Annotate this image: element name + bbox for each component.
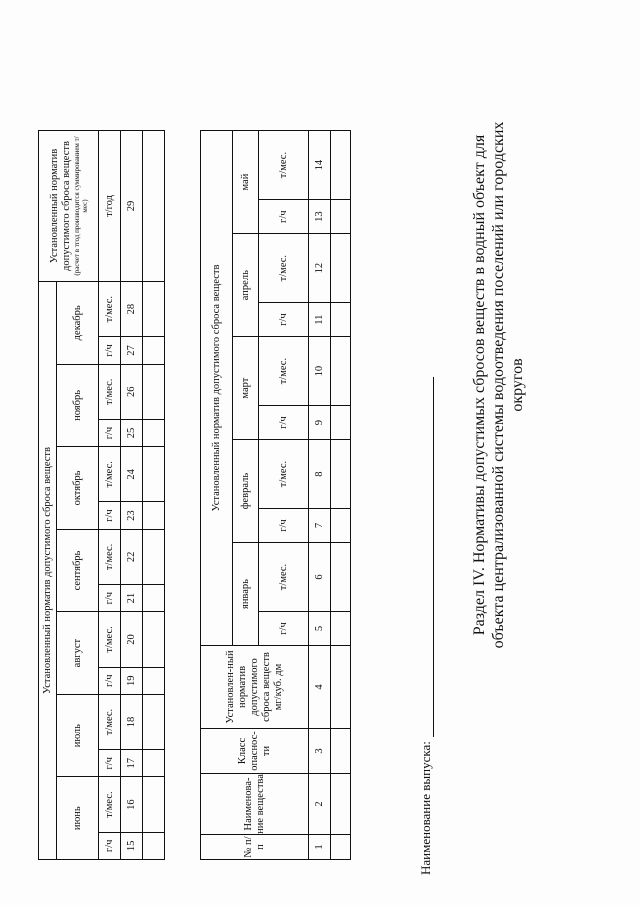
unit-h: г/ч [259, 611, 309, 645]
col-num: 4 [309, 646, 331, 729]
empty-cell [331, 303, 351, 337]
col-num: 16 [121, 777, 143, 832]
empty-cell [331, 406, 351, 440]
col-num: 18 [121, 694, 143, 749]
empty-cell [143, 337, 165, 364]
col-num: 19 [121, 667, 143, 694]
empty-cell [331, 200, 351, 234]
unit-m: т/мес. [99, 694, 121, 749]
empty-cell [143, 585, 165, 612]
unit-m: т/мес. [99, 529, 121, 584]
unit-year: т/год [99, 131, 121, 282]
col-num: 25 [121, 419, 143, 446]
empty-cell [331, 131, 351, 200]
col-num: 6 [309, 543, 331, 612]
month-dec: декабрь [57, 282, 99, 365]
col-num: 15 [121, 832, 143, 859]
empty-cell [143, 447, 165, 502]
header-substance: Наименова-ние вещества [201, 774, 309, 835]
title-line-2: объекта централизованной системы водоотведения поселений или городских [490, 121, 507, 649]
empty-cell [143, 131, 165, 282]
col-num: 14 [309, 131, 331, 200]
col-num: 23 [121, 502, 143, 529]
header-num: № п/п [201, 835, 309, 860]
release-name-field [418, 377, 434, 875]
unit-h: г/ч [99, 585, 121, 612]
header-class: Класс опаснос-ти [201, 729, 309, 774]
unit-m: т/мес. [99, 447, 121, 502]
empty-cell [143, 529, 165, 584]
norms-table-jan-may [200, 130, 351, 860]
unit-m: т/мес. [259, 337, 309, 406]
empty-cell [143, 832, 165, 859]
section-title [470, 35, 527, 735]
release-name-line [421, 377, 434, 737]
empty-cell [143, 612, 165, 667]
empty-cell [143, 777, 165, 832]
col-num: 8 [309, 440, 331, 509]
empty-cell [331, 543, 351, 612]
col-num: 17 [121, 750, 143, 777]
empty-cell [143, 694, 165, 749]
unit-h: г/ч [99, 337, 121, 364]
empty-cell [143, 282, 165, 337]
empty-cell [331, 509, 351, 543]
month-sep: сентябрь [57, 529, 99, 612]
col-num: 13 [309, 200, 331, 234]
unit-m: т/мес. [99, 612, 121, 667]
unit-h: г/ч [99, 667, 121, 694]
unit-h: г/ч [259, 200, 309, 234]
unit-m: т/мес. [259, 543, 309, 612]
unit-m: т/мес. [99, 364, 121, 419]
col-num: 26 [121, 364, 143, 419]
month-mar: март [233, 337, 259, 440]
col-num: 12 [309, 234, 331, 303]
month-feb: февраль [233, 440, 259, 543]
col-num: 11 [309, 303, 331, 337]
month-jul: июль [57, 694, 99, 777]
unit-m: т/мес. [259, 234, 309, 303]
col-num: 7 [309, 509, 331, 543]
unit-m: т/мес. [99, 777, 121, 832]
empty-cell [331, 835, 351, 860]
empty-cell [331, 646, 351, 729]
release-label: Наименование выпуска: [418, 741, 433, 875]
empty-cell [143, 419, 165, 446]
col-num: 20 [121, 612, 143, 667]
unit-h: г/ч [99, 750, 121, 777]
empty-cell [331, 337, 351, 406]
empty-cell [143, 364, 165, 419]
unit-h: г/ч [259, 509, 309, 543]
empty-cell [331, 774, 351, 835]
month-oct: октябрь [57, 447, 99, 530]
unit-h: г/ч [99, 832, 121, 859]
header-group: Установленный норматив допустимого сброса веществ [39, 282, 57, 860]
unit-h: г/ч [259, 406, 309, 440]
col-num: 5 [309, 611, 331, 645]
header-norm: Установлен-ный норматив допустимого сброса веществ мг/куб. дм [201, 646, 309, 729]
header-annual [39, 131, 99, 282]
col-num: 24 [121, 447, 143, 502]
empty-cell [331, 729, 351, 774]
unit-h: г/ч [99, 419, 121, 446]
col-num: 28 [121, 282, 143, 337]
month-jun: июнь [57, 777, 99, 860]
title-line-3: округов [509, 358, 526, 412]
empty-cell [331, 234, 351, 303]
unit-m: т/мес. [259, 131, 309, 200]
title-line-1: Раздел IV. Нормативы допустимых сбросов веществ в водный объект для [471, 134, 488, 636]
month-nov: ноябрь [57, 364, 99, 447]
col-num: 1 [309, 835, 331, 860]
col-num: 22 [121, 529, 143, 584]
empty-cell [143, 750, 165, 777]
empty-cell [331, 440, 351, 509]
col-num: 27 [121, 337, 143, 364]
col-num: 21 [121, 585, 143, 612]
month-may: май [233, 131, 259, 234]
col-num: 29 [121, 131, 143, 282]
unit-m: т/мес. [99, 282, 121, 337]
empty-cell [143, 667, 165, 694]
month-aug: август [57, 612, 99, 695]
month-apr: апрель [233, 234, 259, 337]
header-annual-text: Установленный норматив допустимого сброса веществ [48, 141, 72, 271]
col-num: 9 [309, 406, 331, 440]
empty-cell [143, 502, 165, 529]
header-annual-note: (расчет в тгод производится суммированием т/мес) [72, 136, 89, 276]
month-jan: январь [233, 543, 259, 646]
empty-cell [331, 611, 351, 645]
unit-h: г/ч [259, 303, 309, 337]
col-num: 2 [309, 774, 331, 835]
norms-table-jun-dec [38, 130, 165, 860]
header-group: Установленный норматив допустимого сброса веществ [201, 131, 233, 646]
col-num: 10 [309, 337, 331, 406]
unit-h: г/ч [99, 502, 121, 529]
col-num: 3 [309, 729, 331, 774]
unit-m: т/мес. [259, 440, 309, 509]
